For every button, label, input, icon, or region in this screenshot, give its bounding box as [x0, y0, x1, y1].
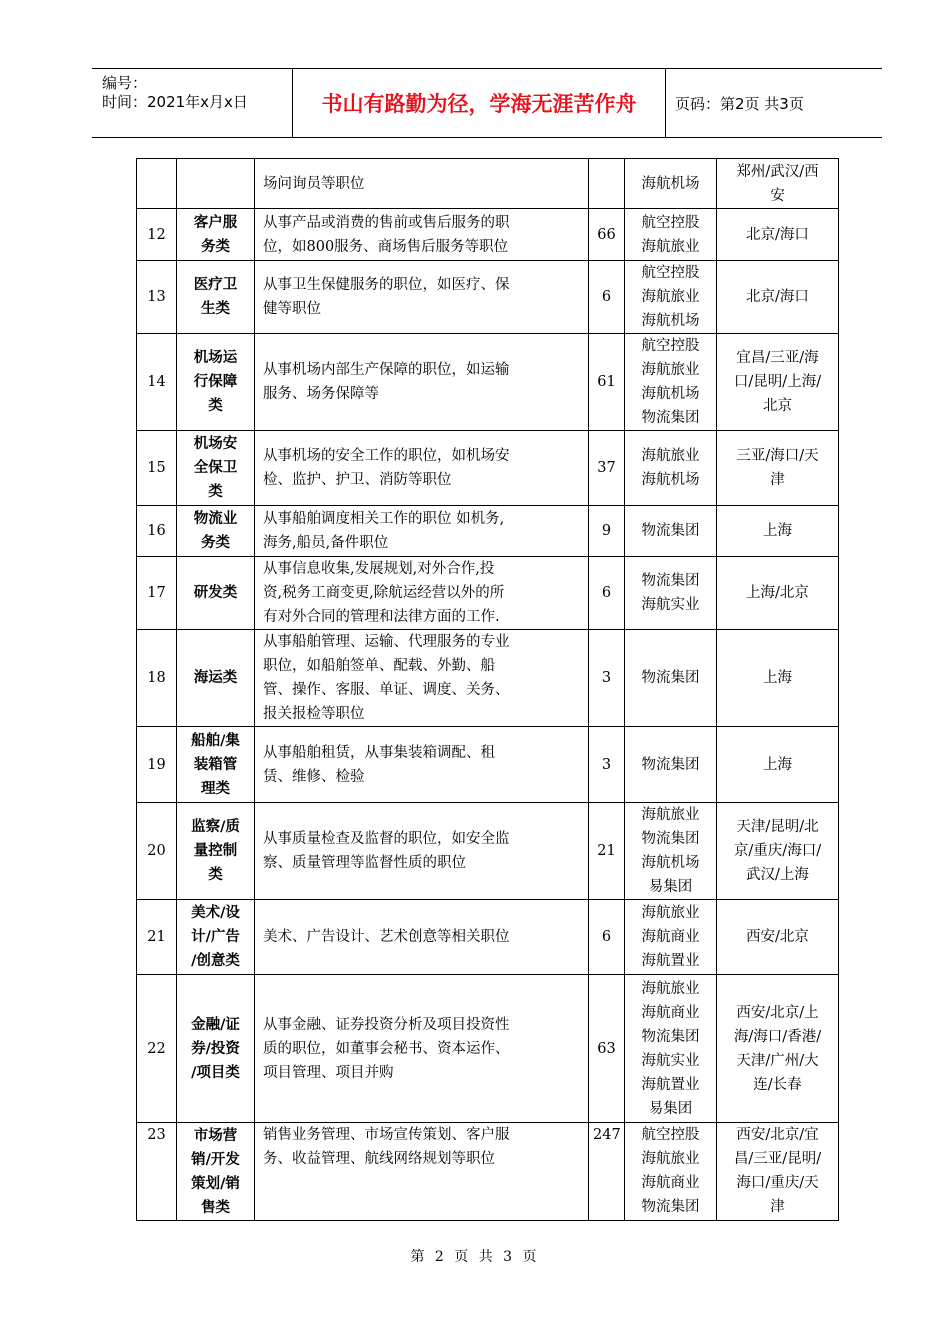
- table-row: [137, 209, 839, 261]
- job-description-line: 从事卫生保健服务的职位，如医疗、保: [263, 277, 510, 293]
- work-location-line: 上海: [763, 756, 792, 773]
- row-number: 18: [137, 630, 177, 727]
- row-number: 13: [137, 261, 177, 334]
- work-location-line: 京/重庆/海口/: [733, 843, 822, 859]
- job-description-line: 场问询员等职位: [263, 175, 365, 192]
- job-category: [177, 261, 255, 334]
- job-category-table: [136, 158, 839, 1221]
- job-description: [255, 334, 589, 431]
- hiring-company: [625, 900, 717, 975]
- job-description-line: 从事船舶调度相关工作的职位 如机务,: [263, 511, 505, 527]
- hiring-company-line: 易集团: [648, 879, 693, 895]
- row-number: 16: [137, 506, 177, 557]
- job-category-line: 监察/质: [191, 819, 240, 835]
- job-category-line: 海运类: [193, 670, 238, 686]
- work-location: [717, 1123, 839, 1221]
- job-category-line: 类: [208, 398, 223, 414]
- table-row: [137, 630, 839, 727]
- hiring-company-line: 海航旅业: [641, 289, 700, 305]
- hiring-company-line: 物流集团: [641, 670, 700, 686]
- hiring-company-line: 海航机场: [641, 175, 700, 192]
- header-page-number: 页码：第2页 共3页: [675, 94, 804, 113]
- job-description-line: 检、监护、护卫、消防等职位: [263, 472, 452, 488]
- row-number: 22: [137, 975, 177, 1123]
- job-category-line: 机场安: [193, 436, 238, 452]
- hiring-company-line: 海航旅业: [641, 1151, 700, 1167]
- job-description-line: 管、操作、客服、单证、调度、关务、: [263, 682, 510, 698]
- job-description-line: 海务,船员,备件职位: [263, 535, 389, 551]
- work-location: [717, 975, 839, 1123]
- work-location-line: 口/昆明/上海/: [733, 374, 822, 390]
- hiring-company-line: 物流集团: [641, 1028, 700, 1045]
- job-category-line: 客户服: [193, 214, 238, 231]
- hiring-company-line: 物流集团: [641, 1199, 700, 1215]
- job-description-line: 从事机场内部生产保障的职位，如运输: [263, 362, 510, 378]
- hiring-company-line: 海航旅业: [641, 448, 700, 464]
- work-location: [717, 209, 839, 261]
- table-row: [137, 803, 839, 900]
- position-count: 21: [589, 803, 625, 900]
- table-row: [137, 975, 839, 1123]
- hiring-company-line: 海航旅业: [641, 362, 700, 378]
- table-row: [137, 261, 839, 334]
- job-description-line: 有对外合同的管理和法律方面的工作.: [263, 609, 500, 625]
- table-row: [137, 431, 839, 506]
- position-count: 61: [589, 334, 625, 431]
- job-description: [255, 1123, 589, 1221]
- job-description-line: 服务、场务保障等: [263, 386, 379, 402]
- job-category-table-body: [137, 159, 839, 1221]
- hiring-company: [625, 159, 717, 209]
- job-category-line: 类: [208, 484, 223, 500]
- hiring-company-line: 海航商业: [641, 929, 700, 945]
- work-location: [717, 557, 839, 630]
- page-footer: 第 2 页 共 3 页: [410, 1249, 540, 1265]
- hiring-company-line: 海航机场: [641, 855, 700, 871]
- job-category-line: 务类: [201, 535, 230, 551]
- job-description: [255, 557, 589, 630]
- job-description: [255, 975, 589, 1123]
- job-category: [177, 557, 255, 630]
- hiring-company-line: 海航旅业: [641, 905, 700, 921]
- work-location-line: 郑州/武汉/西: [736, 163, 819, 180]
- hiring-company-line: 物流集团: [641, 523, 700, 539]
- work-location-line: 海口/重庆/天: [736, 1175, 819, 1191]
- document-number-label: 编号：: [102, 74, 148, 92]
- hiring-company: [625, 727, 717, 803]
- work-location-line: 海/海口/香港/: [733, 1028, 822, 1045]
- hiring-company: [625, 431, 717, 506]
- job-description-line: 务、收益管理、航线网络规划等职位: [263, 1151, 495, 1167]
- hiring-company: [625, 261, 717, 334]
- table-row: [137, 557, 839, 630]
- row-number: 17: [137, 557, 177, 630]
- job-description-line: 销售业务管理、市场宣传策划、客户服: [263, 1127, 510, 1143]
- table-row: [137, 506, 839, 557]
- job-category-line: 美术/设: [191, 905, 240, 921]
- job-description-line: 赁、维修、检验: [263, 768, 365, 785]
- job-category-line: 行保障: [193, 374, 238, 390]
- job-description-line: 资,税务工商变更,除航运经营以外的所: [263, 585, 505, 601]
- header-slogan: 书山有路勤为径，学海无涯苦作舟: [292, 69, 666, 137]
- job-description: [255, 727, 589, 803]
- hiring-company: [625, 506, 717, 557]
- hiring-company-line: 海航旅业: [641, 238, 700, 255]
- hiring-company-line: 海航置业: [641, 1076, 700, 1093]
- hiring-company-line: 航空控股: [641, 1127, 700, 1143]
- job-description: [255, 630, 589, 727]
- table-row: [137, 727, 839, 803]
- work-location-line: 津: [770, 1199, 785, 1215]
- job-category-line: 券/投资: [191, 1040, 240, 1057]
- job-category-line: 金融/证: [191, 1016, 240, 1033]
- position-count: 37: [589, 431, 625, 506]
- hiring-company: [625, 334, 717, 431]
- header-meta: [92, 69, 292, 137]
- position-count: [589, 159, 625, 209]
- work-location-line: 西安/北京: [746, 929, 809, 945]
- hiring-company-line: 易集团: [648, 1100, 693, 1117]
- row-number: 14: [137, 334, 177, 431]
- hiring-company: [625, 209, 717, 261]
- work-location-line: 宜昌/三亚/海: [736, 350, 819, 366]
- hiring-company-line: 航空控股: [641, 338, 700, 354]
- job-category-line: 装箱管: [193, 756, 238, 773]
- hiring-company-line: 海航机场: [641, 472, 700, 488]
- job-category: [177, 630, 255, 727]
- row-number: 15: [137, 431, 177, 506]
- job-description-line: 质的职位，如董事会秘书、资本运作、: [263, 1040, 510, 1057]
- job-category-line: 量控制: [193, 843, 238, 859]
- row-number: 23: [137, 1123, 177, 1221]
- job-category-line: 理类: [201, 780, 230, 797]
- hiring-company: [625, 630, 717, 727]
- position-count: 63: [589, 975, 625, 1123]
- work-location: [717, 900, 839, 975]
- document-time-label: 时间：2021年x月x日: [102, 93, 248, 111]
- work-location: [717, 159, 839, 209]
- work-location: [717, 727, 839, 803]
- hiring-company-line: 海航实业: [641, 1052, 700, 1069]
- job-category: [177, 1123, 255, 1221]
- job-category-line: 机场运: [193, 350, 238, 366]
- hiring-company: [625, 557, 717, 630]
- work-location-line: 天津/昆明/北: [736, 819, 819, 835]
- job-description-line: 从事机场的安全工作的职位，如机场安: [263, 448, 510, 464]
- work-location-line: 上海: [763, 523, 792, 539]
- work-location-line: 津: [770, 472, 785, 488]
- hiring-company-line: 物流集团: [641, 573, 700, 589]
- job-category-line: 生类: [201, 301, 230, 317]
- job-description: [255, 159, 589, 209]
- row-number: 20: [137, 803, 177, 900]
- job-description: [255, 506, 589, 557]
- row-number: 21: [137, 900, 177, 975]
- job-category: [177, 506, 255, 557]
- hiring-company-line: 物流集团: [641, 831, 700, 847]
- job-category-line: 策划/销: [191, 1175, 240, 1192]
- job-description-line: 从事船舶管理、运输、代理服务的专业: [263, 634, 510, 650]
- table-row: [137, 1123, 839, 1221]
- job-description-line: 健等职位: [263, 301, 321, 317]
- position-count: 66: [589, 209, 625, 261]
- hiring-company-line: 海航机场: [641, 386, 700, 402]
- hiring-company-line: 航空控股: [641, 214, 700, 231]
- job-category-line: 务类: [201, 238, 230, 255]
- position-count: 247: [589, 1123, 625, 1221]
- job-description: [255, 431, 589, 506]
- job-description-line: 从事产品或消费的售前或售后服务的职: [263, 214, 510, 231]
- job-category-line: 售类: [201, 1199, 230, 1216]
- job-description: [255, 900, 589, 975]
- job-category-line: 物流业: [193, 511, 238, 527]
- work-location-line: 武汉/上海: [746, 867, 809, 883]
- work-location-line: 天津/广州/大: [736, 1052, 819, 1069]
- job-category: [177, 727, 255, 803]
- hiring-company-line: 海航实业: [641, 597, 700, 613]
- work-location-line: 上海: [763, 670, 792, 686]
- position-count: 6: [589, 557, 625, 630]
- job-category-line: 销/开发: [191, 1151, 240, 1168]
- job-category-line: 类: [208, 867, 223, 883]
- job-category: [177, 975, 255, 1123]
- table-row: [137, 159, 839, 209]
- position-count: 3: [589, 727, 625, 803]
- job-category-line: 全保卫: [193, 460, 238, 476]
- hiring-company-line: 海航旅业: [641, 980, 700, 997]
- job-description: [255, 803, 589, 900]
- job-description-line: 从事金融、证券投资分析及项目投资性: [263, 1016, 510, 1033]
- table-row: [137, 900, 839, 975]
- position-count: 9: [589, 506, 625, 557]
- page-header: [92, 68, 882, 138]
- table-row: [137, 334, 839, 431]
- work-location: [717, 803, 839, 900]
- job-description-line: 从事信息收集,发展规划,对外合作,投: [263, 561, 495, 577]
- job-category: [177, 803, 255, 900]
- job-category: [177, 900, 255, 975]
- job-category: [177, 159, 255, 209]
- job-description: [255, 209, 589, 261]
- work-location: [717, 630, 839, 727]
- job-category: [177, 209, 255, 261]
- job-description-line: 从事质量检查及监督的职位，如安全监: [263, 831, 510, 847]
- hiring-company: [625, 1123, 717, 1221]
- work-location-line: 北京/海口: [746, 226, 809, 243]
- work-location: [717, 261, 839, 334]
- position-count: 3: [589, 630, 625, 727]
- work-location-line: 西安/北京/宜: [736, 1127, 819, 1143]
- job-description: [255, 261, 589, 334]
- job-description-line: 位，如800服务、商场售后服务等职位: [263, 238, 509, 255]
- job-category: [177, 431, 255, 506]
- job-description-line: 从事船舶租赁，从事集装箱调配、租: [263, 744, 495, 761]
- job-category-line: 医疗卫: [193, 277, 238, 293]
- row-number: 12: [137, 209, 177, 261]
- work-location-line: 昌/三亚/昆明/: [733, 1151, 822, 1167]
- work-location: [717, 506, 839, 557]
- work-location: [717, 334, 839, 431]
- row-number: [137, 159, 177, 209]
- job-description-line: 职位，如船舶签单、配载、外勤、船: [263, 658, 495, 674]
- position-count: 6: [589, 261, 625, 334]
- hiring-company: [625, 803, 717, 900]
- work-location-line: 北京/海口: [746, 289, 809, 305]
- hiring-company-line: 海航机场: [641, 313, 700, 329]
- work-location: [717, 431, 839, 506]
- hiring-company-line: 航空控股: [641, 265, 700, 281]
- job-category-line: 船舶/集: [191, 732, 240, 749]
- job-category-line: /项目类: [191, 1064, 240, 1081]
- job-description-line: 美术、广告设计、艺术创意等相关职位: [263, 929, 510, 945]
- job-description-line: 报关报检等职位: [263, 706, 365, 722]
- work-location-line: 西安/北京/上: [736, 1004, 819, 1021]
- job-description-line: 察、质量管理等监督性质的职位: [263, 855, 466, 871]
- job-description-line: 项目管理、项目并购: [263, 1064, 394, 1081]
- job-category-line: 计/广告: [191, 929, 240, 945]
- work-location-line: 连/长春: [753, 1076, 802, 1093]
- hiring-company-line: 海航商业: [641, 1175, 700, 1191]
- hiring-company-line: 海航商业: [641, 1004, 700, 1021]
- hiring-company-line: 海航旅业: [641, 807, 700, 823]
- job-category-line: /创意类: [191, 953, 240, 969]
- work-location-line: 上海/北京: [746, 585, 809, 601]
- job-category-line: 研发类: [193, 585, 238, 601]
- job-category: [177, 334, 255, 431]
- hiring-company-line: 物流集团: [641, 756, 700, 773]
- work-location-line: 安: [770, 187, 785, 204]
- hiring-company-line: 海航置业: [641, 953, 700, 969]
- row-number: 19: [137, 727, 177, 803]
- hiring-company-line: 物流集团: [641, 410, 700, 426]
- work-location-line: 三亚/海口/天: [736, 448, 819, 464]
- work-location-line: 北京: [763, 398, 792, 414]
- job-category-line: 市场营: [193, 1127, 238, 1144]
- hiring-company: [625, 975, 717, 1123]
- position-count: 6: [589, 900, 625, 975]
